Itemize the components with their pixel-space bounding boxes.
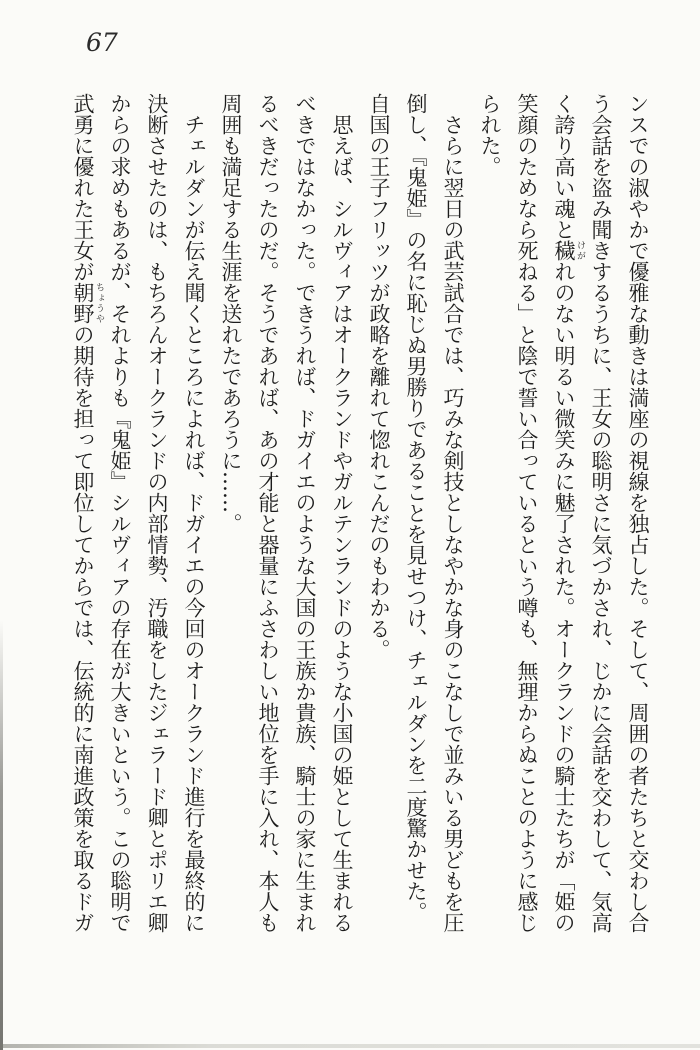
page-edge-shadow-left xyxy=(0,620,3,1050)
ruby-annotated-word: 朝野 ちょうや xyxy=(71,282,104,324)
paragraph: 思えば、シルヴィアはオークランドやガルテンランドのような小国の姫として生まれるべきではなかった。できうれば、ドガイエのような大国の王族か貴族、騎士の家に生まれるべきだったのだ。そうであれば、あの才能と器量にふさわしい地位を手に入れ、本人も周囲も満足する生涯を送れたであろうに……。 xyxy=(219,93,354,933)
paragraph: チェルダンが伝え聞くところによれば、ドガイエの今回のオークランド進行を最終的に決断させたのは、もちろんオークランドの内部情勢、汚職をしたジェラード卿とポリエ卿からの求めもあるが、それよりも『鬼姫』シルヴィアの存在が大きいという。この聡明で武勇に優れた王女が朝野 ちょうやの期待を担って即位してからでは、伝統的に南進政策を取るドガ xyxy=(71,93,206,933)
page-number: 67 xyxy=(86,28,118,57)
paragraph: さらに翌日の武芸試合では、巧みな剣技としなやかな身のこなしで並みいる男どもを圧倒し、『鬼姫』の名に恥じぬ男勝りであることを見せつけ、チェルダンを二度驚かせた。自国の王子フリッツが政略を離れて惚れこんだのもわかる。 xyxy=(367,93,465,933)
ruby-annotated-word: 穢 けが xyxy=(552,240,585,261)
paragraph: ンスでの淑やかで優雅な動きは満座の視線を独占した。そして、周囲の者たちと交わし合う会話を盗み聞きするうちに、王女の聡明さに気づかされ、じかに会話を交わして、気高く誇り高い魂と穢 けがれのない明るい微笑みに魅了された。オークランドの騎士たちが「姫の笑顔のためなら死ねる」と陰で誓い合っているという噂も、無理からぬことのように感じられた。 xyxy=(478,93,650,933)
vertical-text-block xyxy=(64,93,656,938)
page-edge-shadow-bottom xyxy=(0,1044,700,1048)
